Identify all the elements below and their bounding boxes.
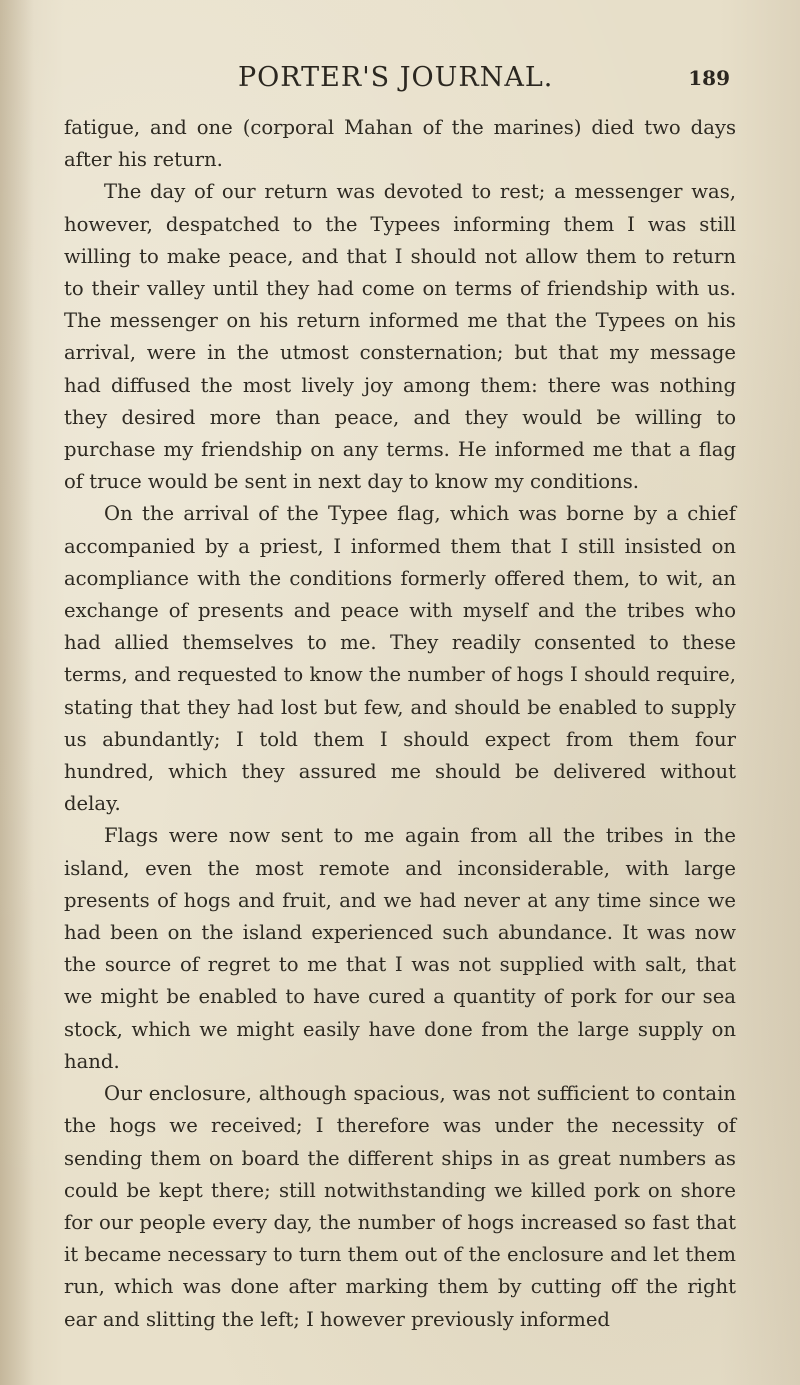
paragraph-5: Our enclosure, although spacious, was not sufficient to contain the hogs we received; I therefore was under the necessity of sending them on board the different ships in as great numbers as could be kept there; still notwithstanding we killed pork on shore for our people every day, the number of hogs increased so fast that it became necessary to turn them out of the enclosure and let them run, which was done after marking them by cutting off the right ear and slitting the left; I however previously informed: [64, 1082, 736, 1331]
paragraph-3: On the arrival of the Typee flag, which was borne by a chief accompanied by a priest, I informed them that I still insisted on acompliance with the conditions formerly offered them, to wit, an exchange of presents and peace with myself and the tribes who had allied themselves to me. They readily consented to these terms, and requested to know the number of hogs I should require, stating that they had lost but few, and should be enabled to supply us abundantly; I told them I should expect from them four hundred, which they assured me should be delivered without delay.: [64, 502, 736, 816]
running-head: [238, 62, 760, 102]
binding-shadow: [0, 0, 34, 1385]
body-text: [64, 112, 736, 1336]
page-number: 189: [688, 66, 730, 90]
paragraph-2: The day of our return was devoted to rest; a messenger was, however, despatched to the Typees informing them I was still willing to make peace, and that I should not allow them to return to their valley until they had come on terms of friendship with us. The messenger on his return informed me that the Typees on his arrival, were in the utmost consternation; but that my message had diffused the most lively joy among them: there was nothing they desired more than peace, and they would be willing to purchase my friendship on any terms. He informed me that a flag of truce would be sent in next day to know my conditions.: [64, 180, 736, 494]
running-title: PORTER'S JOURNAL.: [238, 62, 554, 93]
paragraph-4: Flags were now sent to me again from all the tribes in the island, even the most remote and inconsiderable, with large presents of hogs and fruit, and we had never at any time since we had been on the island experienced such abundance. It was now the source of regret to me that I was not supplied with salt, that we might be enabled to have cured a quantity of pork for our sea stock, which we might easily have done from the large supply on hand.: [64, 824, 736, 1073]
paragraph-1: fatigue, and one (corporal Mahan of the marines) died two days after his return.: [64, 116, 736, 172]
